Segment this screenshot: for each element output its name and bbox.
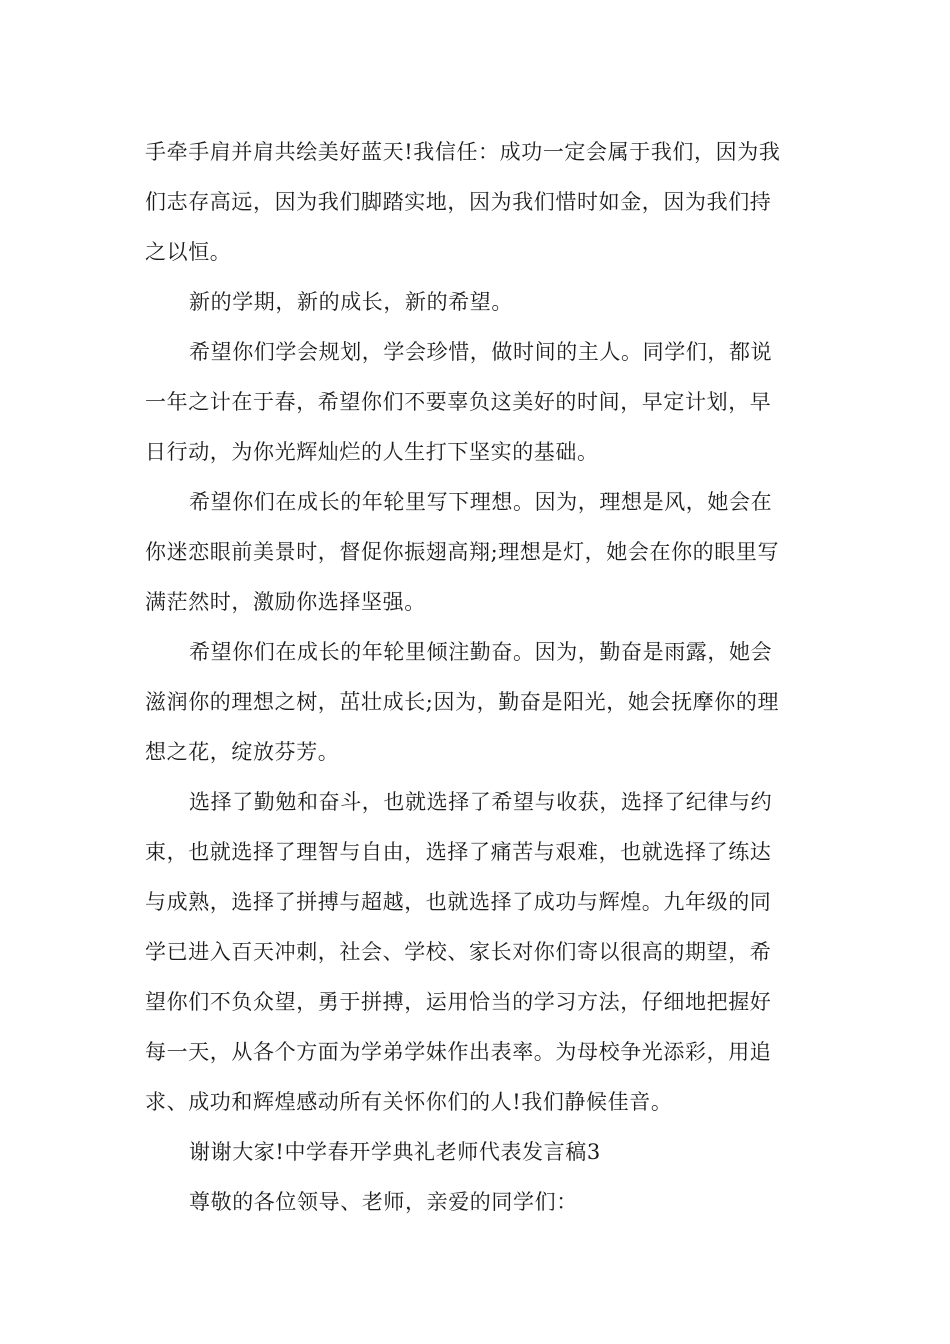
- text-line: 想之花，绽放芬芳。: [145, 740, 340, 764]
- text-line: 一年之计在于春，希望你们不要辜负这美好的时间，早定计划，早: [145, 390, 772, 414]
- paragraph-new-semester: [145, 277, 805, 327]
- text-line: 谢谢大家!中学春开学典礼老师代表发言稿3: [189, 1140, 601, 1164]
- paragraph-salutation: [145, 1177, 805, 1227]
- text-line: 希望你们在成长的年轮里写下理想。因为，理想是风，她会在: [189, 490, 773, 514]
- text-line: 手牵手肩并肩共绘美好蓝天!我信任：成功一定会属于我们，因为我: [145, 140, 781, 164]
- text-line: 希望你们学会规划，学会珍惜，做时间的主人。同学们，都说: [189, 340, 773, 364]
- text-line: 望你们不负众望，勇于拼搏，运用恰当的学习方法，仔细地把握好: [145, 990, 772, 1014]
- text-line: 你迷恋眼前美景时，督促你振翅高翔;理想是灯，她会在你的眼里写: [145, 540, 780, 564]
- text-line: 每一天，从各个方面为学弟学妹作出表率。为母校争光添彩，用追: [145, 1040, 772, 1064]
- paragraph-diligence: [145, 627, 805, 777]
- text-line: 之以恒。: [145, 240, 232, 264]
- text-line: 日行动，为你光辉灿烂的人生打下坚实的基础。: [145, 440, 599, 464]
- text-line: 学已进入百天冲刺，社会、学校、家长对你们寄以很高的期望，希: [145, 940, 772, 964]
- paragraph-closing-confidence: [145, 127, 805, 277]
- text-line: 希望你们在成长的年轮里倾注勤奋。因为，勤奋是雨露，她会: [189, 640, 773, 664]
- paragraph-thanks-heading: [145, 1127, 805, 1177]
- paragraph-choices: [145, 777, 805, 1127]
- text-line: 选择了勤勉和奋斗，也就选择了希望与收获，选择了纪律与约: [189, 790, 773, 814]
- text-line: 尊敬的各位领导、老师，亲爱的同学们：: [189, 1190, 578, 1214]
- paragraph-ideals: [145, 477, 805, 627]
- text-line: 求、成功和辉煌感动所有关怀你们的人!我们静候佳音。: [145, 1090, 673, 1114]
- paragraph-planning: [145, 327, 805, 477]
- text-line: 与成熟，选择了拼搏与超越，也就选择了成功与辉煌。九年级的同: [145, 890, 772, 914]
- text-line: 束，也就选择了理智与自由，选择了痛苦与艰难，也就选择了练达: [145, 840, 772, 864]
- text-line: 新的学期，新的成长，新的希望。: [189, 290, 513, 314]
- text-line: 们志存高远，因为我们脚踏实地，因为我们惜时如金，因为我们持: [145, 190, 772, 214]
- text-line: 滋润你的理想之树，茁壮成长;因为，勤奋是阳光，她会抚摩你的理: [145, 690, 780, 714]
- text-line: 满茫然时，激励你选择坚强。: [145, 590, 426, 614]
